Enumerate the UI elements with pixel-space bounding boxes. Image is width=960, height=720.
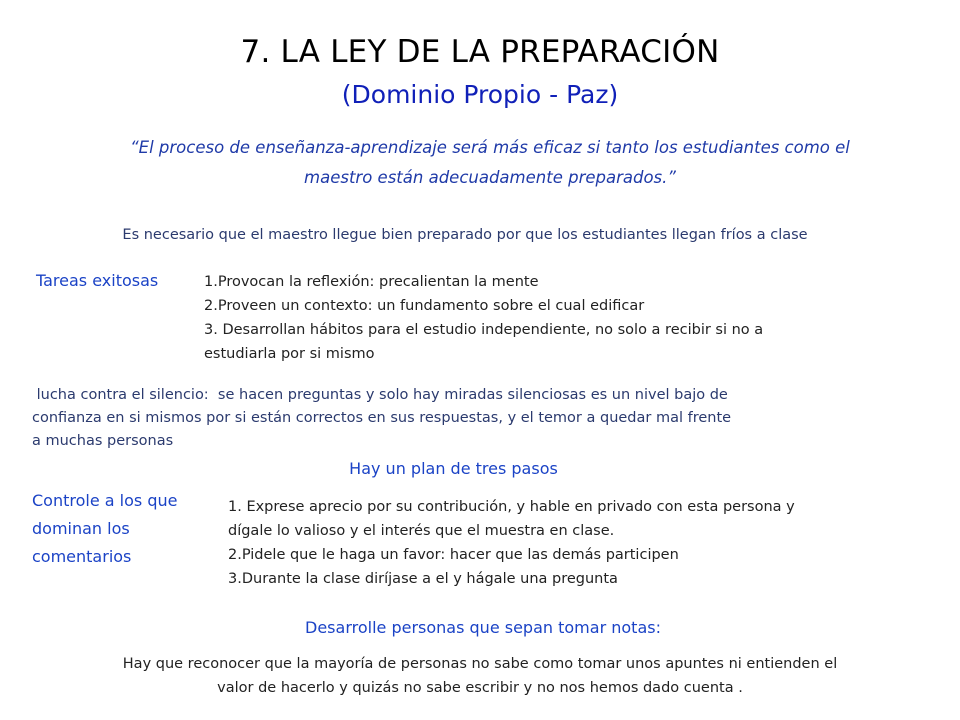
controle-list [228,495,918,591]
quote-line: “El proceso de enseñanza-aprendizaje será más eficaz si tanto los estudiantes como el [130,138,850,157]
intro-text: Es necesario que el maestro llegue bien preparado por que los estudiantes llegan fríos a clase [122,227,808,243]
tareas-label: Tareas exitosas [36,271,159,290]
list-item: 3.Durante la clase diríjase a el y hágale una pregunta [228,571,618,587]
list-item: 2.Proveen un contexto: un fundamento sobre el cual edificar [204,298,645,314]
label-line: Controle a los que [32,491,178,510]
plan-heading: Hay un plan de tres pasos [349,459,558,478]
notas-paragraph [40,652,920,700]
paragraph-line: confianza en si mismos por si están correctos en sus respuestas, y el temor a quedar mal frente [32,410,732,426]
list-item: 1. Exprese aprecio por su contribución, y hable en privado con esta persona y [228,499,795,515]
slide-subtitle: (Dominio Propio - Paz) [341,80,619,109]
quote-line: maestro están adecuadamente preparados.” [304,168,676,187]
label-line: dominan los [32,519,130,538]
paragraph-line: lucha contra el silencio: se hacen preguntas y solo hay miradas silenciosas es un nivel bajo de [32,387,728,403]
quote-block [60,133,920,193]
lucha-paragraph [32,384,892,453]
label-line: comentarios [32,547,132,566]
controle-label [32,487,217,571]
tareas-list [204,270,904,366]
paragraph-line: valor de hacerlo y quizás no sabe escribir y no nos hemos dado cuenta . [217,680,743,696]
paragraph-line: Hay que reconocer que la mayoría de personas no sabe como tomar unos apuntes ni entienden el [122,656,838,672]
list-item: 3. Desarrollan hábitos para el estudio independiente, no solo a recibir si no a [204,322,764,338]
list-item: dígale lo valioso y el interés que el muestra en clase. [228,523,615,539]
list-item: estudiarla por si mismo [204,346,375,362]
list-item: 2.Pidele que le haga un favor: hacer que las demás participen [228,547,679,563]
paragraph-line: a muchas personas [32,433,174,449]
slide-title: 7. LA LEY DE LA PREPARACIÓN [240,34,720,70]
list-item: 1.Provocan la reflexión: precalientan la mente [204,274,539,290]
notas-heading: Desarrolle personas que sepan tomar notas: [305,618,661,637]
